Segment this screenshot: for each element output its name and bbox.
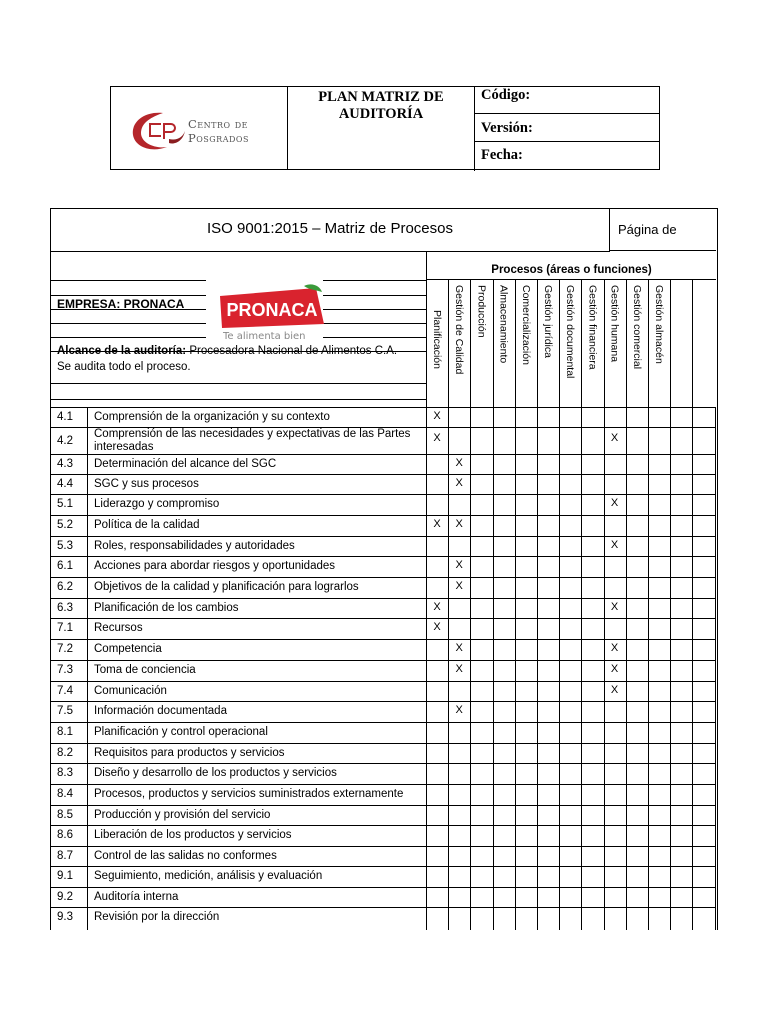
clause-number: 4.4 [57, 478, 73, 490]
empresa-label: EMPRESA: PRONACA [57, 297, 185, 311]
requirement-row [51, 427, 716, 454]
requirement-row [51, 660, 716, 681]
fill-line [51, 337, 206, 338]
alcance-value: Procesadora Nacional de Alimentos C.A. [189, 345, 398, 357]
grid-line [426, 407, 427, 930]
clause-number: 7.5 [57, 705, 73, 717]
process-column-label: Gestión humana [608, 285, 621, 363]
requirement-row [51, 618, 716, 639]
process-mark[interactable]: X [455, 663, 463, 675]
process-mark[interactable]: X [455, 642, 463, 654]
clause-name: Determinación del alcance del SGC [94, 458, 277, 470]
clause-number: 5.1 [57, 498, 73, 510]
grid-line [692, 407, 693, 930]
document-header [110, 86, 660, 170]
requirement-row [51, 887, 716, 907]
codigo-field[interactable]: Código: [475, 87, 659, 114]
process-column-label: Gestión comercial [630, 285, 643, 370]
clause-name: Roles, responsabilidades y autoridades [94, 540, 295, 552]
process-column-header [470, 280, 492, 407]
requirement-row [51, 907, 716, 927]
requirement-row [51, 805, 716, 825]
process-mark[interactable]: X [610, 432, 619, 444]
clause-name: Auditoría interna [94, 891, 179, 903]
clause-name: Acciones para abordar riesgos y oportunidades [94, 560, 336, 572]
process-column-label: Planificación [431, 310, 443, 369]
clause-number: 6.1 [57, 560, 73, 572]
fecha-field[interactable]: Fecha: [481, 147, 523, 163]
process-column-header [581, 280, 603, 407]
process-mark[interactable]: X [610, 539, 619, 551]
plan-title [288, 87, 475, 171]
plan-title-line2: AUDITORÍA [338, 106, 424, 122]
centro-posgrados-logo [111, 87, 288, 169]
clause-name: Seguimiento, medición, análisis y evaluación [94, 870, 323, 882]
clause-number: 6.2 [57, 581, 73, 593]
version-field[interactable]: Versión: [475, 114, 659, 142]
alcance-label: Alcance de la auditoría: [57, 345, 187, 357]
grid-line [493, 407, 494, 930]
clause-name: Información documentada [94, 705, 227, 717]
grid-line [626, 407, 627, 930]
fill-line [51, 383, 426, 384]
process-column-header [493, 280, 515, 407]
process-mark[interactable]: X [610, 497, 619, 509]
procesos-header: Procesos (áreas o funciones) [426, 251, 716, 280]
fill-line [323, 309, 426, 310]
clause-name: Planificación de los cambios [94, 602, 239, 614]
requirement-row [51, 639, 716, 660]
process-mark[interactable]: X [455, 704, 463, 716]
clause-number: 8.5 [57, 809, 73, 821]
fill-line [323, 323, 426, 324]
pronaca-logo [216, 284, 328, 336]
requirement-row [51, 743, 716, 763]
process-mark[interactable]: X [433, 621, 441, 633]
clause-number: 4.1 [57, 411, 73, 423]
process-column-label: Gestión almacén [653, 285, 665, 364]
clause-number: 7.4 [57, 685, 73, 697]
grid-line [581, 407, 582, 930]
alcance-description: Se audita todo el proceso. [57, 361, 191, 373]
clause-number: 9.1 [57, 870, 73, 882]
clause-name: Planificación y control operacional [94, 726, 268, 738]
requirement-row [51, 536, 716, 556]
page-indicator: Página de [610, 209, 716, 251]
clause-number: 9.3 [57, 911, 73, 923]
grid-line [448, 407, 449, 930]
fill-line [51, 309, 206, 310]
clause-number: 4.2 [57, 435, 73, 447]
process-mark[interactable]: X [433, 518, 441, 530]
cp-logo-icon [129, 109, 187, 153]
clause-number: 9.2 [57, 891, 73, 903]
process-column-header [670, 280, 692, 407]
process-column-header [559, 280, 581, 407]
process-mark[interactable]: X [610, 601, 619, 613]
matrix-title: ISO 9001:2015 – Matriz de Procesos [51, 209, 610, 252]
fill-line [323, 280, 426, 281]
clause-name: Producción y provisión del servicio [94, 809, 271, 821]
process-mark[interactable]: X [455, 559, 463, 571]
process-mark[interactable]: X [433, 601, 441, 613]
clause-name: Competencia [94, 643, 162, 655]
clause-number: 8.1 [57, 726, 73, 738]
pronaca-tagline: Te alimenta bien [223, 331, 306, 342]
process-mark[interactable]: X [433, 432, 441, 444]
fill-line [51, 323, 206, 324]
clause-name: SGC y sus procesos [94, 478, 199, 490]
clause-number: 5.2 [57, 519, 73, 531]
fill-line [323, 295, 426, 296]
grid-line [537, 407, 538, 930]
grid-line [648, 407, 649, 930]
grid-line [604, 407, 605, 930]
pronaca-brand: PRONACA [226, 300, 318, 320]
clause-name: Comprensión de la organización y su contexto [94, 411, 330, 423]
plan-title-line1: PLAN MATRIZ DE [318, 89, 444, 105]
process-mark[interactable]: X [610, 663, 619, 675]
process-column-header [448, 280, 470, 407]
clause-name: Liderazgo y compromiso [94, 498, 220, 510]
requirement-row [51, 494, 716, 515]
clause-name: Revisión por la dirección [94, 911, 220, 923]
clause-name: Requisitos para productos y servicios [94, 747, 285, 759]
requirement-row [51, 681, 716, 701]
requirement-row [51, 763, 716, 784]
clause-name: Toma de conciencia [94, 664, 196, 676]
clause-name: Comunicación [94, 685, 167, 697]
clause-name: Liberación de los productos y servicios [94, 829, 292, 841]
requirement-row [51, 454, 716, 474]
process-mark[interactable]: X [610, 642, 619, 654]
clause-number: 8.6 [57, 829, 73, 841]
process-mark[interactable]: X [610, 684, 619, 696]
process-column-label: Gestión documental [564, 285, 577, 379]
grid-line [559, 407, 560, 930]
requirement-row [51, 846, 716, 866]
process-column-label: Almacenamiento [497, 285, 510, 364]
process-column-label: Gestión jurídica [542, 285, 554, 358]
requirement-row [51, 474, 716, 494]
fill-line [51, 295, 206, 296]
process-column-label: Comercialización [519, 285, 532, 365]
clause-number: 8.7 [57, 850, 73, 862]
clause-number: 7.2 [57, 643, 73, 655]
process-column-label: Producción [475, 285, 488, 338]
process-matrix [50, 208, 718, 930]
logo-text [188, 117, 249, 145]
process-column-header [426, 280, 448, 407]
clause-number: 8.3 [57, 767, 73, 779]
clause-name: Procesos, productos y servicios suministrados externamente [94, 788, 404, 800]
clause-name: Comprensión de las necesidades y expectativas de las Partes interesadas [94, 428, 411, 453]
clause-number: 8.4 [57, 788, 73, 800]
document-meta [475, 87, 659, 169]
clause-number: 6.3 [57, 602, 73, 614]
clause-number: 7.1 [57, 622, 73, 634]
clause-number: 4.3 [57, 458, 73, 470]
process-mark[interactable]: X [455, 580, 463, 592]
requirement-row [51, 825, 716, 846]
clause-name: Control de las salidas no conformes [94, 850, 277, 862]
process-column-header [537, 280, 559, 407]
requirement-row [51, 407, 716, 427]
fill-line [51, 399, 426, 400]
clause-name: Recursos [94, 622, 143, 634]
process-column-label: Gestión financiera [586, 285, 599, 370]
requirement-row [51, 515, 716, 536]
alcance-line [57, 345, 397, 357]
process-mark[interactable]: X [455, 518, 463, 530]
requirement-row [51, 784, 716, 805]
grid-line [87, 407, 88, 930]
clause-name: Diseño y desarrollo de los productos y servicios [94, 767, 337, 779]
process-column-label: Gestión de Calidad [453, 285, 466, 375]
process-column-header [648, 280, 670, 407]
process-mark[interactable]: X [455, 477, 463, 489]
clause-name: Política de la calidad [94, 519, 200, 531]
requirement-row [51, 598, 716, 618]
clause-number: 7.3 [57, 664, 73, 676]
fill-line [51, 280, 206, 281]
fill-line [323, 337, 426, 338]
clause-number: 8.2 [57, 747, 73, 759]
grid-line [670, 407, 671, 930]
requirement-row [51, 866, 716, 887]
process-column-header [626, 280, 648, 407]
process-column-header [515, 280, 537, 407]
process-mark[interactable]: X [455, 457, 463, 469]
process-mark[interactable]: X [433, 410, 441, 422]
requirement-row [51, 701, 716, 722]
grid-line [715, 407, 716, 930]
grid-line [515, 407, 516, 930]
requirement-row [51, 577, 716, 598]
process-column-header [692, 280, 714, 407]
clause-name: Objetivos de la calidad y planificación para lograrlos [94, 581, 359, 593]
logo-line2: Posgrados [188, 131, 249, 145]
clause-number: 5.3 [57, 540, 73, 552]
logo-line1: Centro de [188, 117, 248, 131]
grid-line [470, 407, 471, 930]
requirement-row [51, 556, 716, 577]
process-column-header [604, 280, 626, 407]
requirement-row [51, 722, 716, 743]
